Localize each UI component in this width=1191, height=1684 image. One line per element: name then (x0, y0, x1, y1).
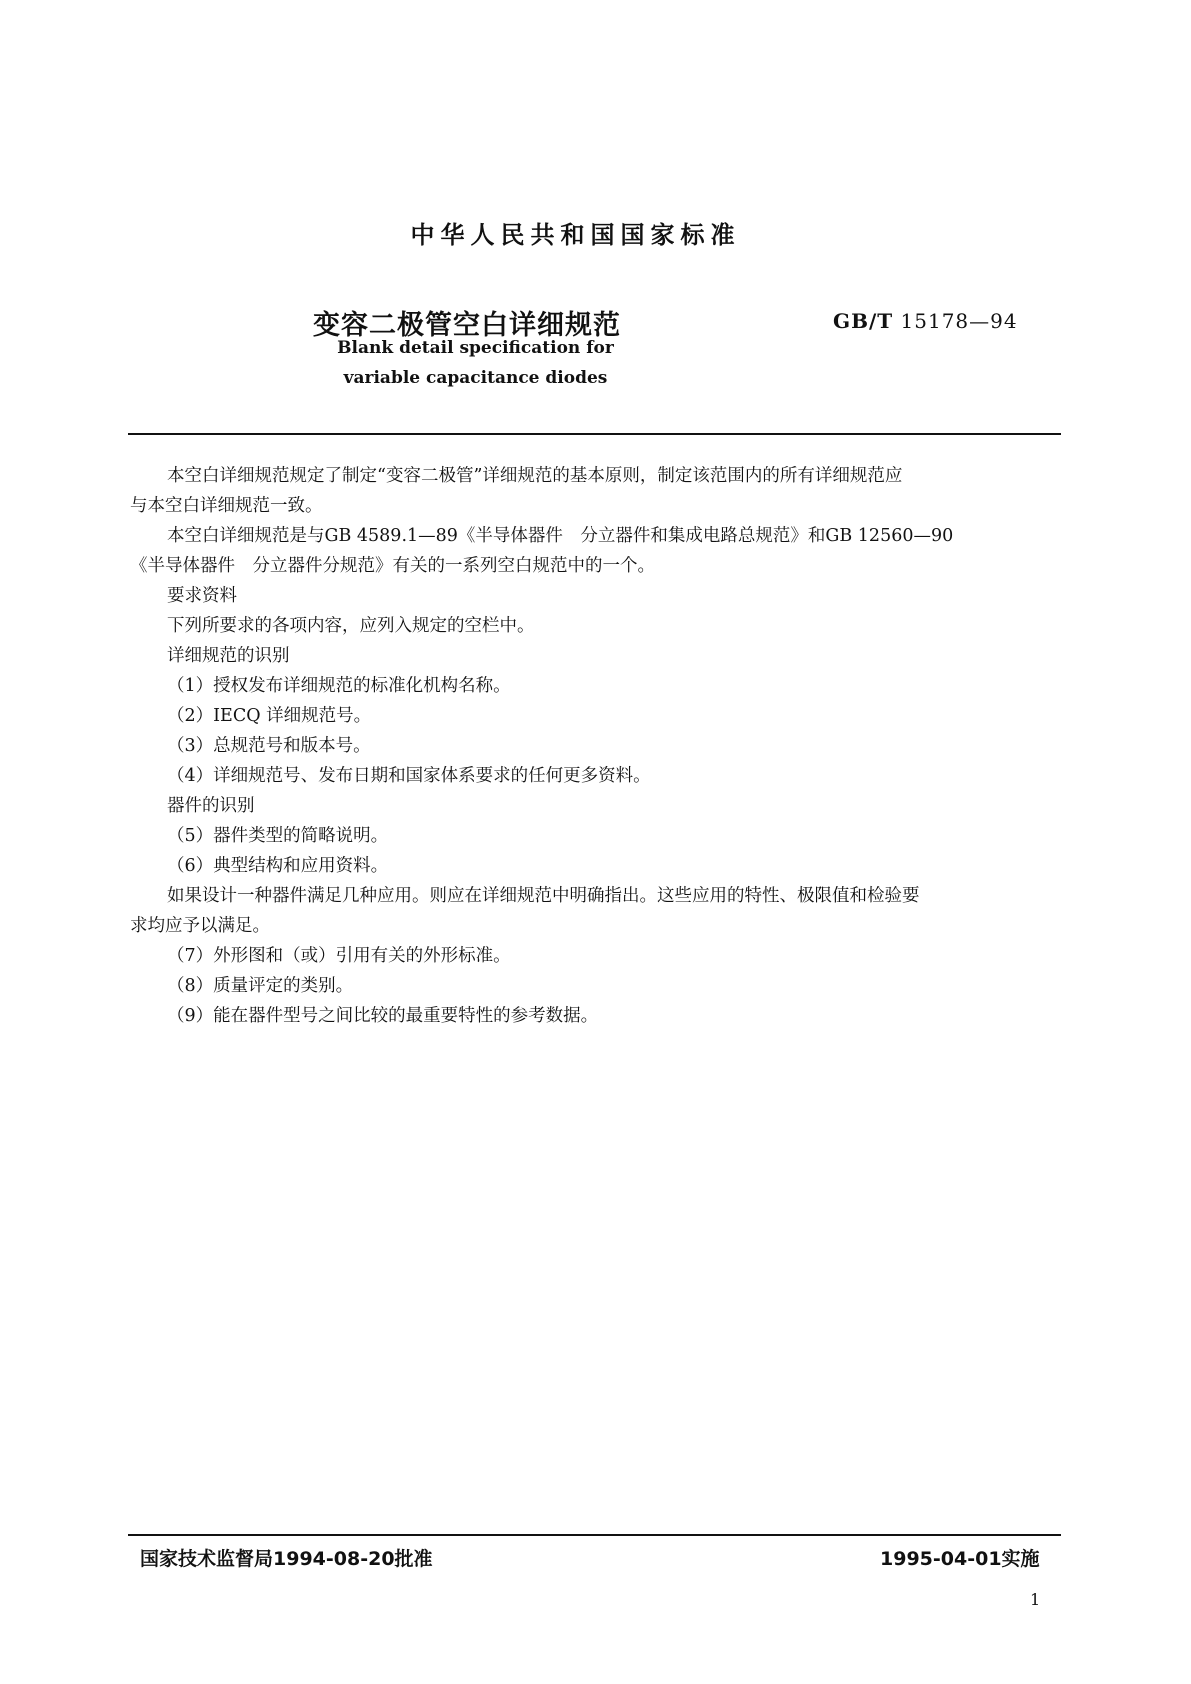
body-line: 《半导体器件 分立器件分规范》有关的一系列空白规范中的一个。 (130, 556, 655, 576)
body-line: （6）典型结构和应用资料。 (167, 856, 389, 876)
document-title-cn: 变容二极管空白详细规范 (313, 310, 621, 341)
body-line: 详细规范的识别 (167, 646, 290, 666)
approval-date: 国家技术监督局1994-08-20批准 (140, 1548, 433, 1570)
body-line: （5）器件类型的简略说明。 (167, 826, 389, 846)
national-standard-heading: 中华人民共和国国家标准 (410, 221, 741, 249)
body-line: （7）外形图和（或）引用有关的外形标准。 (167, 946, 511, 966)
standard-number (833, 309, 1018, 333)
body-line: 与本空白详细规范一致。 (130, 496, 323, 516)
header-rule (128, 433, 1061, 435)
body-line: （9）能在器件型号之间比较的最重要特性的参考数据。 (167, 1006, 599, 1026)
body-line: （8）质量评定的类别。 (167, 976, 354, 996)
page-number: 1 (1030, 1590, 1041, 1609)
document-title-en-line1: Blank detail specification for (337, 338, 614, 358)
body-line: 下列所要求的各项内容，应列入规定的空栏中。 (167, 616, 535, 636)
implementation-date: 1995-04-01实施 (880, 1548, 1040, 1570)
body-line: 求均应予以满足。 (130, 916, 270, 936)
standard-prefix: GB/T (833, 309, 894, 333)
body-line: （3）总规范号和版本号。 (167, 736, 371, 756)
body-line: 器件的识别 (167, 796, 255, 816)
body-line: 如果设计一种器件满足几种应用。则应在详细规范中明确指出。这些应用的特性、极限值和检验要 (167, 886, 920, 906)
footer-rule (128, 1534, 1061, 1536)
body-line: 本空白详细规范是与GB 4589.1—89《半导体器件 分立器件和集成电路总规范》和GB 12560—90 (167, 526, 954, 546)
body-line: （1）授权发布详细规范的标准化机构名称。 (167, 676, 511, 696)
body-line: （2）IECQ 详细规范号。 (167, 706, 372, 726)
document-title-en-line2: variable capacitance diodes (343, 368, 608, 388)
body-line: 本空白详细规范规定了制定“变容二极管”详细规范的基本原则，制定该范围内的所有详细规范应 (167, 466, 903, 486)
standard-code: 15178—94 (900, 309, 1018, 333)
body-line: （4）详细规范号、发布日期和国家体系要求的任何更多资料。 (167, 766, 651, 786)
body-line: 要求资料 (167, 586, 237, 606)
